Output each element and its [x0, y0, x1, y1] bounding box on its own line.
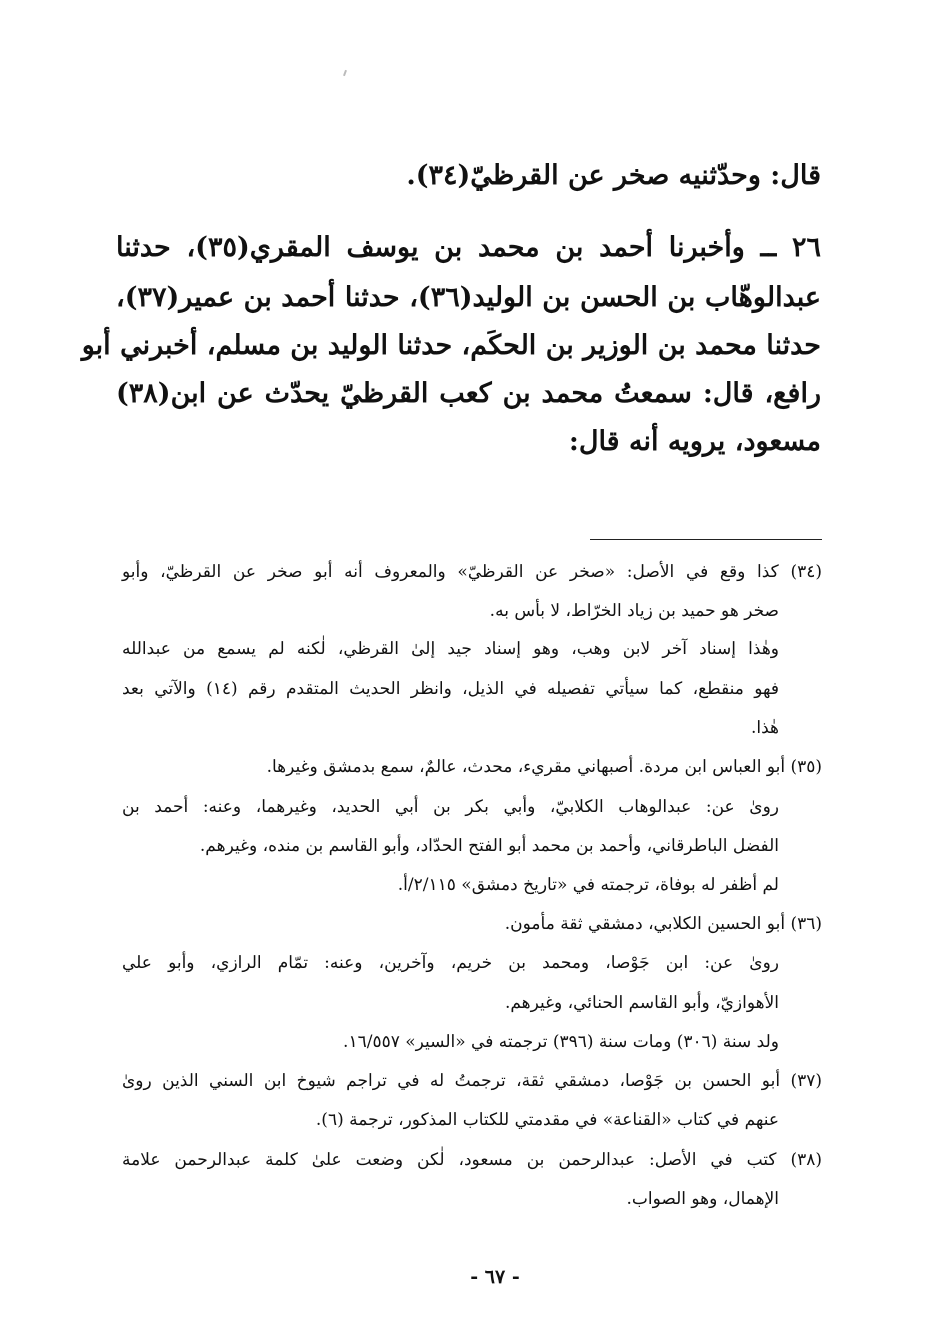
- page-number: - ٦٧ -: [470, 1266, 520, 1288]
- hadith-line-2: عبدالوهّاب بن الحسن بن الوليد(٣٦)، حدثنا أحمد بن عمير(٣٧)،: [116, 282, 821, 313]
- footnote-38-line-1: (٣٨) كتب في الأصل: عبدالرحمن بن مسعود، لٰكن وضعت علىٰ كلمة عبدالرحمن علامة: [122, 1150, 822, 1170]
- footnote-34-line-4: فهو منقطع، كما سيأتي تفصيله في الذيل، وانظر الحديث المتقدم رقم (١٤) والآتي بعد: [122, 679, 779, 699]
- footnote-35-line-4: لم أظفر له بوفاة، ترجمته في «تاريخ دمشق» ٢/١١٥/أ.: [397, 875, 779, 895]
- footnote-34-line-1: (٣٤) كذا وقع في الأصل: «صخر عن القرظيّ» والمعروف أنه أبو صخر عن القرظيّ، وأبو: [122, 562, 822, 582]
- hadith-line-3: حدثنا محمد بن الوزير بن الحكَم، حدثنا الوليد بن مسلم، أخبرني أبو: [81, 330, 821, 361]
- footnote-38-line-2: الإهمال، وهو الصواب.: [626, 1189, 779, 1209]
- footnote-37-line-1: (٣٧) أبو الحسن بن جَوْصا، دمشقي ثقة، ترجمتُ له في تراجم شيوخ ابن السني الذين روىٰ: [122, 1071, 822, 1091]
- hadith-line-4: رافع، قال: سمعتُ محمد بن كعب القرظيّ يحدّث عن ابن(٣٨): [116, 378, 821, 409]
- footnote-34-line-2: صخر هو حميد بن زياد الخرّاط، لا بأس به.: [489, 601, 779, 621]
- footnote-35-line-2: روىٰ عن: عبدالوهاب الكلابيّ، وأبي بكر بن أبي الحديد، وغيرهما، وعنه: أحمد بن: [122, 797, 779, 817]
- footnote-36-line-4: ولد سنة (٣٠٦) ومات سنة (٣٩٦) ترجمته في «السير» ١٦/٥٥٧.: [343, 1032, 779, 1052]
- hadith-line-1: ٢٦ ــ وأخبرنا أحمد بن محمد بن يوسف المقري(٣٥)، حدثنا: [116, 232, 821, 263]
- footnote-34-line-5: هٰذا.: [750, 718, 779, 738]
- footnote-35-line-1: (٣٥) أبو العباس ابن مردة. أصبهاني مقريء، محدث، عالمٌ، سمع بدمشق وغيرها.: [266, 757, 822, 777]
- paper-speck: [343, 70, 347, 76]
- footnote-separator: [590, 539, 822, 540]
- footnote-34-line-3: وهٰذا إسناد آخر لابن وهب، وهو إسناد جيد إلىٰ القرظي، لٰكنه لم يسمع من عبدالله: [122, 639, 779, 659]
- footnote-35-line-3: الفضل الباطرقاني، وأحمد بن محمد أبو الفتح الحدّاد، وأبو القاسم بن منده، وغيرهم.: [199, 836, 779, 856]
- intro-line: قال: وحدّثنيه صخر عن القرظيّ(٣٤).: [406, 160, 821, 191]
- footnote-36-line-1: (٣٦) أبو الحسين الكلابي، دمشقي ثقة مأمون.: [504, 914, 822, 934]
- footnote-36-line-2: روىٰ عن: ابن جَوْصا، ومحمد بن خريم، وآخرين، وعنه: تمّام الرازي، وأبو علي: [122, 953, 779, 973]
- footnote-36-line-3: الأهوازيّ، وأبو القاسم الحنائي، وغيرهم.: [504, 993, 779, 1013]
- hadith-line-5: مسعود، يرويه أنه قال:: [568, 426, 821, 457]
- footnote-37-line-2: عنهم في كتاب «القناعة» في مقدمتي للكتاب المذكور، ترجمة (٦).: [315, 1110, 779, 1130]
